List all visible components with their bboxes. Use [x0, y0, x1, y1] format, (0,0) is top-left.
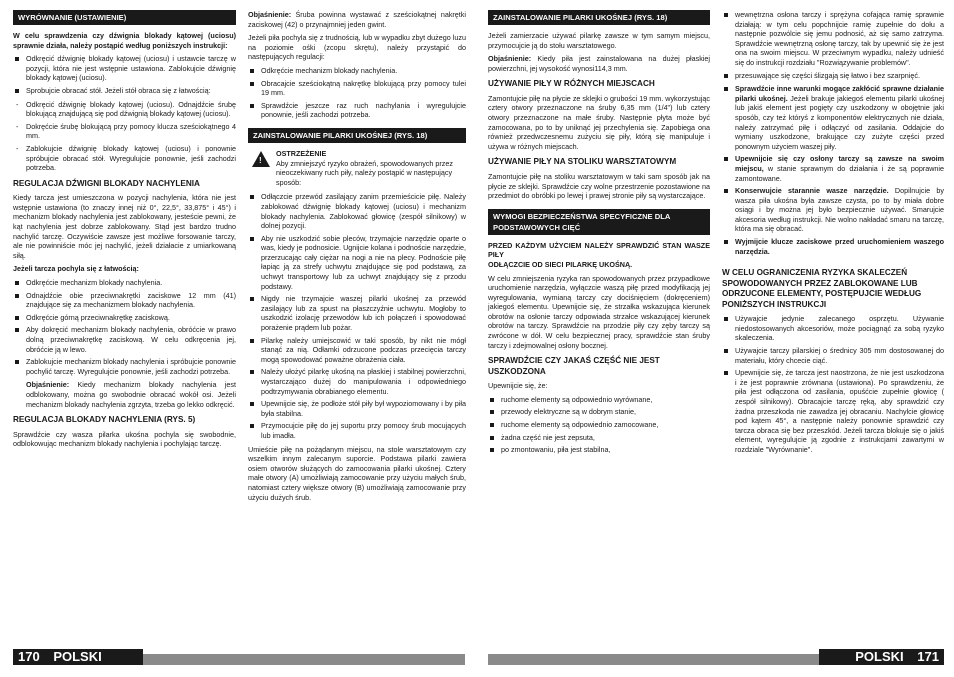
paragraph: Zamontujcie piłę na stoliku warsztatowym w taki sam sposób jak na płycie ze sklejki. Sprawdźcie czy wolne przestrzenie pozostawione na przedmiot do obróbki po lewej i prawej stronie piły są wystarczające.	[488, 171, 710, 201]
paragraph: Umieście piłę na pożądanym miejscu, na stole warsztatowym czy wszelkim innym zalecanym suporcie. Podstawa pilarki zawiera osiem otworów służących do zamocowania pilarki ukośnej. Cztery małe otwory (A) umożliwiają zamocowanie przy użyciu małych śrub, natomiast cztery większe otwory (B) umożliwiają zamocowanie przy użyciu dużych śrub.	[248, 444, 466, 502]
column-3	[488, 10, 710, 459]
bullet-list	[722, 10, 944, 80]
paragraph: Zamontujcie piłę na płycie ze sklejki o grubości 19 mm. wykorzystując cztery otwory przeznaczone na śruby 6,35 mm (1/4") lub cztery otwory przeznaczone na małe śruby. Następnie płyta może być zamocowana, po to by uniknąć jej przechylenia się. Zapobiega ona również przedwczesnemu zużyciu się piły, którą się manipuluje i używa w różnych miejscach.	[488, 93, 710, 151]
list-item: Odkręćcie górną przeciwnakrętkę zaciskową.	[13, 313, 236, 323]
list-item: Upewnijcie się, że podłoże stół piły był wypoziomowany i by piła była stabilna.	[248, 399, 466, 418]
list-item-bold: Sprawdźcie inne warunki mogące zakłócić sprawne działanie pilarki ukośnej.	[735, 84, 944, 103]
list-item: - Dokręćcie śrubę blokującą przy pomocy klucza sześciokątnego 4 mm.	[13, 122, 236, 141]
list-item: przewody elektryczne są w dobrym stanie,	[488, 407, 710, 417]
bold-statement: ODŁĄCZCIE OD SIECI PILARKĘ UKOŚNĄ.	[488, 259, 633, 269]
subheading-workbench: UŻYWANIE PIŁY NA STOLIKU WARSZTATOWYM	[488, 157, 677, 167]
bullet-list	[488, 395, 710, 455]
bold-bullet-list	[722, 84, 944, 256]
list-item: Odkręcić dźwignię blokady kątowej (uciosu) i ustawcie tarczę w pozycji, która nie jest wstępnie ustawiona. Zablokujcie dźwignię blokady kątowej (uciosu).	[13, 54, 236, 83]
list-item: Upewnijcie się, że tarcza jest naostrzona, że nie jest uszkodzona i że jest poprawnie zrównana (ustawiona). Po sprawdzeniu, że piła jest odłączona od zasilania, opuśćcie zupełnie głowicę ( zespół silnikowy). Obracajcie tarczę ręką, aby sprawdzić czy żadna przeszkoda nie zawadza jej obracaniu. Nachylcie głowicę pod kątem 45°, a następnie należy ponownie sprawdzić czy tarcza obraca się bez przeszkód. Jeżeli tarcza blokuje się o jakiś element, wyregulujcie ją zgodnie z instrukcjami zawartymi w rozdziale "Wyrównanie".	[722, 368, 944, 454]
bullet-list	[248, 192, 466, 440]
page-number: 171	[917, 649, 939, 664]
section-header-safety: WYMOGI BEZPIECZEŃSTWA SPECYFICZNE DLA PODSTAWOWYCH CIĘĆ	[488, 209, 710, 235]
intro-text: W celu sprawdzenia czy dźwignia blokady kątowej (uciosu) sprawnie działa, należy postąpić według poniższych instrukcji:	[13, 31, 236, 50]
list-item	[722, 186, 944, 234]
bullet-list	[722, 314, 944, 454]
list-item: po zmontowaniu, piła jest stabilna,	[488, 445, 710, 455]
list-item: Należy ułożyć pilarkę ukośną na płaskiej i stabilnej powierzchni, wystarczająco dużej do manipulowania i odpowiedniego podtrzymywania obrabianego elementu.	[248, 367, 466, 396]
paragraph: Jeżeli tarcza pochyla się z łatwością:	[13, 264, 139, 274]
note-text: Kiedy piła jest zainstalowana na dużej płaskiej powierzchni, jej wysokość wynosi114,3 mm.	[488, 54, 710, 73]
list-item: wewnętrzna osłona tarczy i sprężyna cofająca ramię sprawnie działają: w tym celu popchnijcie ramię zupełnie do dołu a następnie pozwólcie się jemu podnosić, aż się samo zatrzyma. Sprawdźcie wewnętrzną osłonę tarczy, tak by upewnić się że jest ona na swoim miejscu. W przeciwnym wypadku, należy udnieść się do instrukcji rozdziału "Rozwiązywanie problemów".	[722, 10, 944, 68]
list-item-text: w stanie sprawnym do działania i że są poprawnie zamontowane.	[735, 163, 944, 183]
list-item: Aby nie uszkodzić sobie pleców, trzymajcie narzędzie oparte o was, kiedy je podnosicie. Ugnijcie kolana i podnoście narzędzie, przerzucając cały ciężar na nogi a nie na plecy. Podnoście piłę łapiąc ją za strefy uchwytu znajdujące się pod podstawą, za uchwyt transportowy lub za uchwyt znajdujący się z przodu podstawy.	[248, 234, 466, 292]
footer-left	[13, 649, 465, 665]
list-item: - Zablokujcie dźwignię blokady kątowej (uciosu) i ponownie spróbujcie obracać stół. Wyregulujcie ponownie, jeśli zachodzi potrzeba.	[13, 144, 236, 173]
note-text: Kiedy mechanizm blokady nachylenia jest odblokowany, można go swobodnie obracać wokół osi. Jeżeli mechanizm blokady nachylenia zgrzyta, trzeba go lekko odkręcić.	[26, 380, 236, 409]
footer-left-label	[13, 649, 143, 665]
list-item: Odłączcie przewód zasilający zanim przemieścicie piłę. Należy zablokować dźwignię blokady kątowej (uciosu) i mechanizm blokady nachylenia. Zablokować głowicę (zespół silnikowy) w dolnej pozycji.	[248, 192, 466, 230]
note-label: Objaśnienie:	[488, 54, 532, 64]
list-item: Używajcie jedynie zalecanego osprzętu. Używanie niedostosowanych akcesoriów, może pociągnąć za sobą ryzyko skaleczenia.	[722, 314, 944, 343]
bold-statement: PRZED KAŻDYM UŻYCIEM NALEŻY SPRAWDZIĆ STAN WASZE PIŁY	[488, 240, 710, 260]
list-item	[722, 237, 944, 256]
list-item: Sprobujcie obracać stół. Jeżeli stół obraca się z łatwością:	[13, 86, 236, 96]
note-label: Objaśnienie:	[26, 380, 70, 390]
bullet-list	[248, 66, 466, 120]
list-item: Przymocujcie piłę do jej suportu przy pomocy śrub mocujących lub imadła.	[248, 421, 466, 440]
paragraph: Jeżeli zamierzacie używać pilarkę zawsze w tym samym miejscu, przymocujcie ją do stołu warsztatowego.	[488, 31, 710, 50]
list-item: Zablokujcie mechanizm blokady nachylenia i spróbujcie ponownie pochylić tarczę. Wyregulujcie ponownie, jeśli zachodzi potrzeba.	[13, 357, 236, 376]
section-header-install: ZAINSTALOWANIE PILARKI UKOŚNEJ (RYS. 18)	[488, 10, 710, 25]
list-item: Nigdy nie trzymajcie waszej pilarki ukośnej za przewód zasilający lub za spust na płaszczyźnie uchwytu. Mogłoby to uszkodzić izolację przewodów lub ich połączeń i spowodować porażenie prądem lub pożar.	[248, 294, 466, 332]
list-item: Aby dokręcić mechanizm blokady nachylenia, obróćcie w prawo dolną przeciwnakrętkę zaciskową. W celu odkręcenia jej, obróćcie ją w lewo.	[13, 325, 236, 354]
column-4	[722, 10, 944, 459]
list-item	[722, 154, 944, 183]
column-1	[13, 10, 236, 453]
section-header-alignment: WYRÓWNANIE (USTAWIENIE)	[13, 10, 236, 25]
list-item: Pilarkę należy umiejscowić w taki sposób, by nikt nie mógł stanąć za nią. Odłamki odrzucone podczas przecięcia tarczy mogą spowodować poważne obrażenia ciała.	[248, 336, 466, 365]
list-item-bold: Upewnijcie się czy osłony tarczy są zawsze na swoim miejscu,	[735, 154, 944, 173]
list-item: Odnajdźcie obie przeciwnakrętki zaciskowe 12 mm (41) znajdujące się za mechanizmem blokady nachylenia.	[13, 291, 236, 310]
warning-block	[248, 149, 466, 187]
subheading-tilt-lever: REGULACJA DŹWIGNI BLOKADY NACHYLENIA	[13, 178, 200, 188]
list-item: Używajcie tarczy pilarskiej o średnicy 305 mm dostosowanej do materiału, który chcecie ciąć.	[722, 346, 944, 365]
list-item: przesuwające się części ślizgają się łatwo i bez szarpnięć.	[722, 71, 944, 81]
dash-list	[13, 100, 236, 173]
section-header-install: ZAINSTALOWANIE PILARKI UKOŚNEJ (RYS. 18)	[248, 128, 466, 143]
footer-right-bar	[488, 654, 819, 665]
page-number: 170	[18, 649, 40, 664]
paragraph: W celu zmniejszenia ryzyka ran spowodowanych przez przypadkowe uruchomienie narzędzia, wyłączcie waszą piłę przed modyfikacją jej wyregulowania, wymianą tarczy czy dociśnięciem (dokręceniem) jakiegoś elementu. Upewnijcie się, że strzałka wskazująca kierunek obrotów na osłonie tarczy odpowiada strzałce wskazującej kierunek obrotów na tarczy. Sprawdźcie na przodzie piły czy zęby tarczy są zwrócone w dół. W celu bezpiecznej pracy, sprawdźcie stan śruby tarczy i zdejmowalnej osłony bocznej.	[488, 273, 710, 350]
paragraph: Upewnijcie się, że:	[488, 381, 548, 391]
list-item: żadna część nie jest zepsuta,	[488, 433, 710, 443]
note-text: Śruba powinna wystawać z sześciokątnej nakrętki zaciskowej (42) o przynajmniej jeden gwint.	[248, 10, 466, 29]
note	[248, 10, 466, 29]
paragraph: Jeżeli piła pochyla się z trudnością, lub w wypadku zbyt dużego luzu na poziomie ośki (zcopu skrętu), należy przystąpić do następujących regulacji:	[248, 33, 466, 62]
list-item-bold: Wyjmijcie klucze zaciskowe przed uruchomieniem waszego narzędzia.	[735, 237, 944, 256]
column-2	[248, 10, 466, 506]
note	[488, 54, 710, 73]
footer-left-bar	[143, 654, 465, 665]
list-item: Odkręćcie mechanizm blokady nachylenia.	[248, 66, 466, 76]
paragraph: Kiedy tarcza jest umieszczona w pozycji nachylenia, która nie jest wstępnie ustawiona (to znaczy innej niż 0°, 22,5°, 33,875° i 45°) i mechanizm blokady nachylenia jest zablokowany, jesteście pewni, że kąt nachylenia jest dobrze zablokowany. Stąd jest bardzo trudno nachylić tarczę. Oczywiście zawsze jest możliwe forsowanie tarczy, ale nie powinniście móc jej nachylić, jeżeli działacie z umiarkowaną siłą.	[13, 193, 236, 260]
list-item: ruchome elementy są odpowiednio zamocowane,	[488, 420, 710, 430]
footer-right	[488, 649, 944, 665]
subheading-injury-risk: W CELU OGRANICZENIA RYZYKA SKALECZEŃ SPOWODOWANYCH PRZEZ ZABLOKOWANE LUB ODRZUCONE ELEMENTY, POSTĘPUJCIE WEDŁUG PONIŻSZYCH INSTRUKCJI	[722, 268, 922, 309]
list-item	[722, 84, 944, 151]
subheading-various-places: UŻYWANIE PIŁY W RÓŻNYCH MIEJSCACH	[488, 79, 655, 89]
warning-icon: !	[252, 151, 270, 167]
list-item: - Odkręcić dźwignię blokady kątowej (uciosu). Odnajdźcie śrubę blokującą znajdującą się pod dźwignią blokady kątowej (uciosu).	[13, 100, 236, 119]
list-item: Odkręćcie mechanizm blokady nachylenia.	[13, 278, 236, 288]
list-item-text: Jeżeli brakuje jakiegoś elementu pilarki ukośnej lub jakiś element jest pogięty czy uszkodzony w obojętnie jaki sposób, czy też któryś z komponentów elektrycznych nie działa, należy zatrzymać piłę i odłączyć od zasilania. Oddajcie do wymiany uszkodzone, brakujące czy zużyte części przed ponownym użyciem waszej piły.	[735, 93, 944, 151]
bullet-list	[13, 278, 236, 376]
paragraph: Sprawdźcie czy wasza pilarka ukośna pochyla się swobodnie, odblokowując mechanizm blokady nachylenia i pochylając tarczę.	[13, 429, 236, 449]
subheading-damage-check: SPRAWDŹCIE CZY JAKAŚ CZĘŚĆ NIE JEST USZKODZONA	[488, 356, 660, 376]
list-item: Obracajcie sześciokątną nakrętkę blokującą przy pomocy tulei 19 mm.	[248, 79, 466, 98]
list-item-bold: Konserwujcie starannie wasze narzędzie.	[735, 186, 889, 196]
note	[13, 380, 236, 409]
list-item-text: Dopilnujcie by wasza piła ukośna była zawsze czysta, po to by miała dobre osiągi i by można jej było bezpiecznie używać. Smarujcie akcesoria według instrukcji. Nie wolno nakładać smaru na tarczę, która ma się obracać.	[735, 186, 944, 234]
language-label: POLSKI	[53, 649, 102, 664]
list-item: Sprawdźcie jeszcze raz ruch nachylania i wyregulujcie ponownie, jeśli zachodzi potrzeba.	[248, 101, 466, 120]
warning-text: Aby zmniejszyć ryzyko obrażeń, spowodowanych przez nieoczekiwany ruch piły, należy postąpić w następujący sposób:	[276, 158, 453, 187]
note-label: Objaśnienie:	[248, 10, 292, 19]
bullet-list	[13, 54, 236, 95]
language-label: POLSKI	[855, 649, 904, 664]
list-item: ruchome elementy są odpowiednio wyrównane,	[488, 395, 710, 405]
warning-title: OSTRZEŻENIE	[276, 148, 327, 158]
footer-right-label	[819, 649, 944, 665]
subheading-tilt-adjust: REGULACJA BLOKADY NACHYLENIA (RYS. 5)	[13, 415, 196, 425]
